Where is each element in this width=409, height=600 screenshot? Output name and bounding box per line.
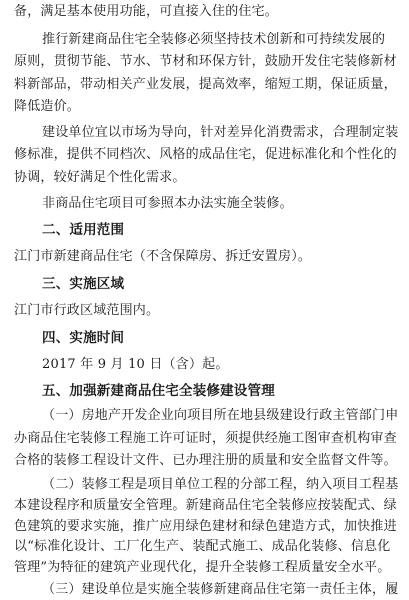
paragraph-line: 非商品住宅项目可参照本办法实施全装修。: [42, 195, 293, 211]
paragraph-line: 以“标准化设计、工厂化生产、装配式施工、成品化装修、信息化: [14, 539, 391, 555]
paragraph-line: 色建筑的要求实施，推广应用绿色建材和绿色建造方式，加快推进: [14, 518, 397, 534]
paragraph-line: 推行新建商品住宅全装修必须坚持技术创新和可持续发展的: [42, 31, 386, 47]
paragraph-line: 2017 年 9 月 10 日（含）起。: [42, 356, 229, 372]
section-heading-region: 三、实施区域: [42, 276, 125, 292]
paragraph-line: 降低造价。: [14, 98, 81, 114]
paragraph-line: 原则，贯彻节能、节水、节材和环保方针，鼓励开发住宅装修新材: [14, 54, 397, 70]
paragraph-line: （三）建设单位是实施全装修新建商品住宅第一责任主体，履: [42, 582, 399, 597]
paragraph-line: 办商品住宅装修工程施工许可证时，须提供经施工图审查机构审查: [14, 430, 397, 446]
paragraph-line: 备，满足基本使用功能，可直接入住的住宅。: [14, 4, 279, 19]
paragraph-line: 管理”为特征的建筑产业现代化，提升全装修工程质量安全水平。: [14, 559, 391, 575]
paragraph-line: 江门市新建商品住宅（不含保障房、拆迁安置房）。: [14, 249, 312, 265]
section-heading-time: 四、实施时间: [42, 329, 125, 346]
paragraph-line: 协调，较好满足个性化需求。: [14, 169, 186, 185]
section-heading-management: 五、加强新建商品住宅全装修建设管理: [42, 383, 275, 400]
paragraph-line: 合格的装修工程设计文件、已办理注册的质量和安全监督文件等。: [14, 453, 397, 469]
paragraph-line: 料新部品，带动相关产业发展，提高效率，缩短工期，保证质量，: [14, 76, 397, 92]
paragraph-line: （二）装修工程是项目单位工程的分部工程，纳入项目工程基: [42, 477, 399, 493]
section-heading-scope: 二、适用范围: [42, 222, 125, 239]
paragraph-line: 建设单位宜以市场为导向，针对差异化消费需求，合理制定装: [42, 124, 399, 140]
paragraph-line: 江门市行政区域范围内。: [14, 302, 160, 318]
paragraph-line: （一）房地产开发企业向项目所在地县级建设行政主管部门申: [42, 408, 399, 424]
paragraph-line: 本建设程序和质量安全管理。新建商品住宅全装修应按装配式、绿: [14, 497, 397, 513]
paragraph-line: 修标准，提供不同档次、风格的成品住宅，促进标准化和个性化的: [14, 147, 397, 163]
